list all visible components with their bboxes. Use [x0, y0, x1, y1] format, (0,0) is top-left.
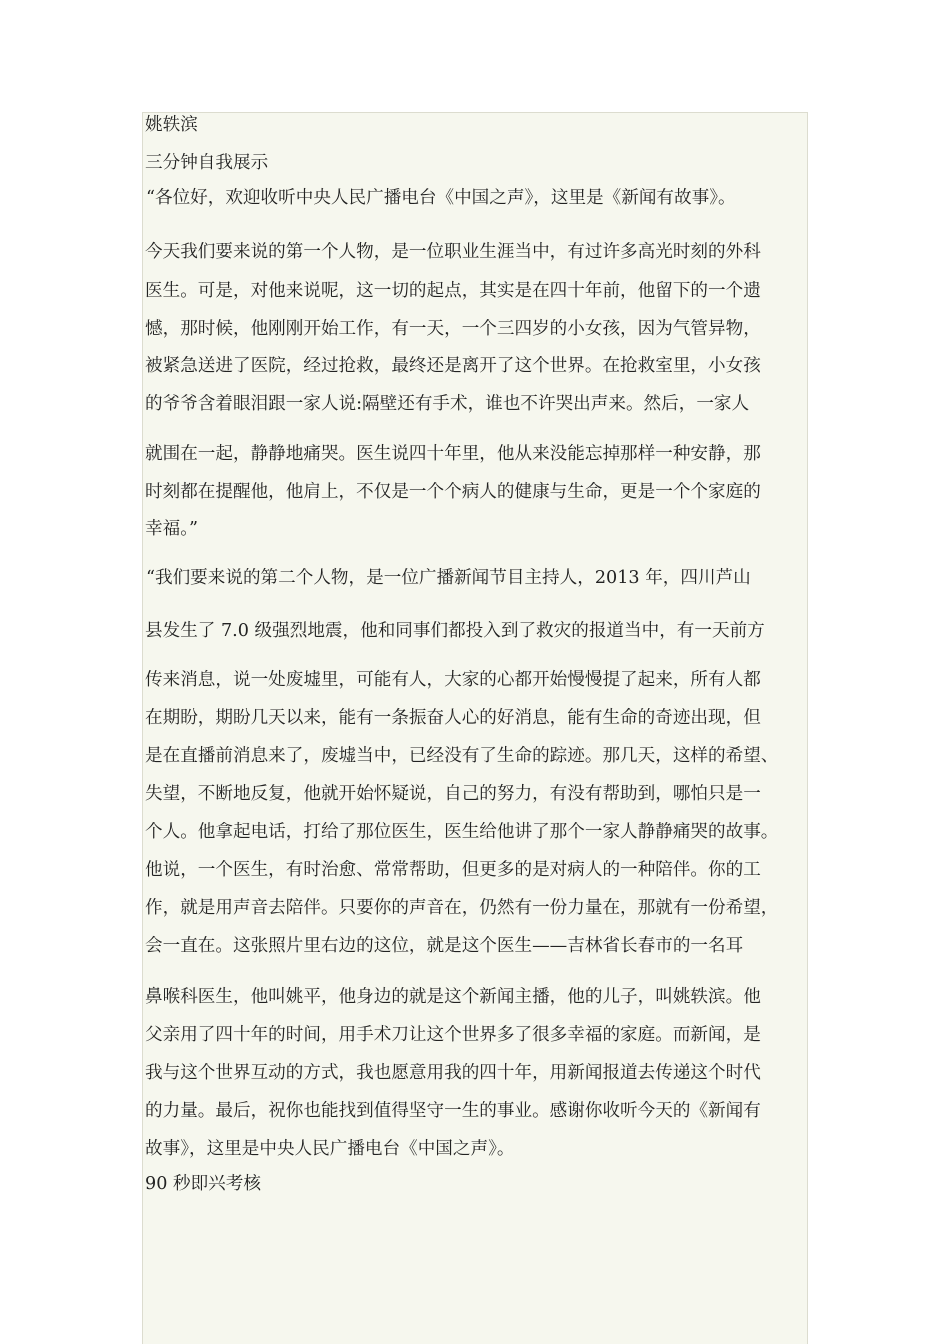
paragraph-line: 是在直播前消息来了，废墟当中，已经没有了生命的踪迹。那几天，这样的希望、	[145, 746, 779, 766]
paragraph-line: 被紧急送进了医院，经过抢救，最终还是离开了这个世界。在抢救室里，小女孩	[145, 356, 761, 376]
paragraph-line: 今天我们要来说的第一个人物，是一位职业生涯当中，有过许多高光时刻的外科	[145, 242, 761, 262]
paragraph-line: 鼻喉科医生，他叫姚平，他身边的就是这个新闻主播，他的儿子，叫姚轶滨。他	[145, 987, 761, 1007]
paragraph-line: 故事》，这里是中央人民广播电台《中国之声》。	[145, 1139, 515, 1159]
paragraph-line: 传来消息，说一处废墟里，可能有人，大家的心都开始慢慢提了起来，所有人都	[145, 670, 761, 690]
paragraph-line: 会一直在。这张照片里右边的这位，就是这个医生——吉林省长春市的一名耳	[145, 936, 744, 956]
paragraph-line: 父亲用了四十年的时间，用手术刀让这个世界多了很多幸福的家庭。而新闻，是	[145, 1025, 761, 1045]
section-title-self-presentation: 三分钟自我展示	[145, 153, 269, 173]
author-name: 姚轶滨	[145, 115, 198, 135]
paragraph-line: 在期盼，期盼几天以来，能有一条振奋人心的好消息，能有生命的奇迹出现，但	[145, 708, 761, 728]
paragraph-line: 我与这个世界互动的方式，我也愿意用我的四十年，用新闻报道去传递这个时代	[145, 1063, 761, 1083]
paragraph-line: 就围在一起，静静地痛哭。医生说四十年里，他从来没能忘掉那样一种安静，那	[145, 444, 761, 464]
paragraph-line: 的力量。最后，祝你也能找到值得坚守一生的事业。感谢你收听今天的《新闻有	[145, 1101, 761, 1121]
paragraph-line: 作，就是用声音去陪伴。只要你的声音在，仍然有一份力量在，那就有一份希望，	[145, 898, 779, 918]
paragraph-line: “我们要来说的第二个人物，是一位广播新闻节目主持人，2013 年，四川芦山	[146, 568, 751, 588]
paragraph-line: 医生。可是，对他来说呢，这一切的起点，其实是在四十年前，他留下的一个遗	[145, 281, 761, 301]
paragraph-line: 失望，不断地反复，他就开始怀疑说，自己的努力，有没有帮助到，哪怕只是一	[145, 784, 761, 804]
paragraph-line: 时刻都在提醒他，他肩上，不仅是一个个病人的健康与生命，更是一个个家庭的	[145, 482, 761, 502]
section-title-improv: 90 秒即兴考核	[145, 1174, 261, 1194]
paragraph-line: 个人。他拿起电话，打给了那位医生，医生给他讲了那个一家人静静痛哭的故事。	[145, 822, 779, 842]
paragraph-line: 他说，一个医生，有时治愈、常常帮助，但更多的是对病人的一种陪伴。你的工	[145, 860, 761, 880]
paragraph-line: 憾，那时候，他刚刚开始工作，有一天，一个三四岁的小女孩，因为气管异物，	[145, 319, 761, 339]
paragraph-line: 的爷爷含着眼泪跟一家人说:隔壁还有手术，谁也不许哭出声来。然后，一家人	[145, 394, 750, 414]
paragraph-line: 幸福。”	[145, 519, 198, 539]
paragraph-line: 县发生了 7.0 级强烈地震，他和同事们都投入到了救灾的报道当中，有一天前方	[145, 621, 765, 641]
paragraph-line: “各位好，欢迎收听中央人民广播电台《中国之声》，这里是《新闻有故事》。	[146, 188, 736, 208]
